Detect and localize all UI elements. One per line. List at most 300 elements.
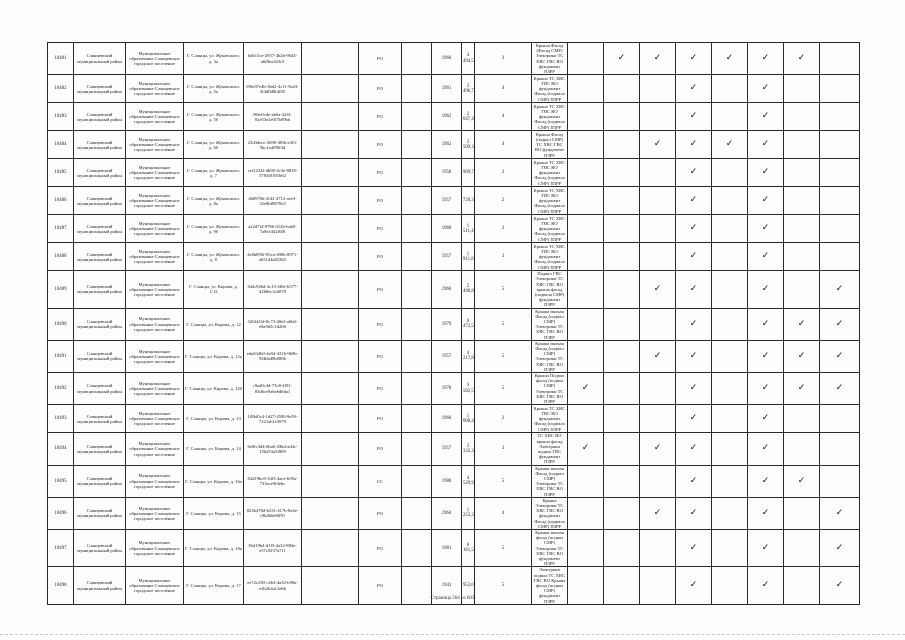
cell-work-check [784, 405, 820, 433]
cell-address: Г. Сланцы, ул. Жуковского, д. 7 [184, 159, 244, 187]
cell-work-check [820, 75, 860, 103]
cell-guid: 1f8bf0c4-1d27-4590-9e59-7221ab1e3979 [244, 405, 302, 433]
cell-works: Крыша мягкая Фасад (подвал СМР) Электрики ТС ХВС ГВС ВО ПЗРР [532, 465, 568, 497]
cell-year: 1980 [432, 465, 462, 497]
cell-empty [302, 405, 359, 433]
check-mark-icon: ✓ [653, 507, 662, 518]
cell-settlement: Муниципальное образование Сланцевское городское поселение [126, 340, 184, 372]
cell-work-check [640, 497, 676, 529]
cell-empty [302, 75, 359, 103]
cell-address: Г. Сланцы, ул. Кирова, д. 17 [184, 567, 244, 604]
check-mark-icon: ✓ [797, 53, 806, 64]
cell-address: Г. Сланцы, ул. Жуковского, д. 3а [184, 43, 244, 75]
cell-work-check [748, 131, 784, 159]
check-mark-icon: ✓ [617, 53, 626, 64]
cell-kind: РО [359, 43, 402, 75]
check-mark-icon: ✓ [761, 383, 770, 394]
cell-work-check [568, 465, 604, 497]
cell-work-check [676, 187, 712, 215]
cell-guid: c9ad0c4d-73c8-4f91-83d6ce9a6e6d6da1 [244, 373, 302, 405]
cell-kind: РО [359, 529, 402, 566]
cell-work-check [676, 103, 712, 131]
cell-district: Сланцевский муниципальный район [74, 131, 126, 159]
cell-kind: РО [359, 308, 402, 340]
cell-works: Крыша ТС ХВС ГВС ВО фундамент Фасад (подвала СМР) ПЗРР [532, 187, 568, 215]
cell-empty [302, 465, 359, 497]
cell-work-check [568, 271, 604, 308]
cell-empty [302, 308, 359, 340]
check-mark-icon: ✓ [835, 318, 844, 329]
cell-work-check [712, 405, 748, 433]
cell-area: 1 511,4 [462, 215, 475, 243]
cell-work-check [676, 405, 712, 433]
cell-work-check [568, 308, 604, 340]
cell-work-check [604, 529, 640, 566]
cell-work-check [748, 497, 784, 529]
cell-floors: 5 [475, 373, 532, 405]
cell-empty [402, 433, 432, 465]
cell-work-check [640, 308, 676, 340]
cell-work-check [640, 103, 676, 131]
cell-work-check [820, 497, 860, 529]
cell-floors: 3 [475, 243, 532, 271]
cell-work-check [604, 187, 640, 215]
cell-address: Г. Сланцы, ул. Кирова, д. 12а [184, 340, 244, 372]
cell-year: 1958 [432, 159, 462, 187]
cell-work-check [820, 465, 860, 497]
cell-work-check [712, 103, 748, 131]
cell-guid: 82d19bc8-34f3-4ace-b95a-733ace9f4ebc [244, 465, 302, 497]
cell-year: 1960 [432, 405, 462, 433]
check-mark-icon: ✓ [835, 507, 844, 518]
check-mark-icon: ✓ [689, 83, 698, 94]
check-mark-icon: ✓ [797, 318, 806, 329]
cell-id: 10492 [48, 373, 74, 405]
cell-works: Крыша Фасад (подвал СМР) ТС ХВС ГВС ВО фундамент ПЗРР [532, 131, 568, 159]
cell-work-check [604, 308, 640, 340]
cell-work-check [748, 75, 784, 103]
cell-empty [402, 529, 432, 566]
check-mark-icon: ✓ [761, 542, 770, 553]
table-row [48, 43, 860, 75]
cell-work-check [820, 43, 860, 75]
cell-address: Г. Сланцы, ул. Жуковского, д. 6б [184, 131, 244, 159]
cell-work-check [640, 529, 676, 566]
cell-district: Сланцевский муниципальный район [74, 271, 126, 308]
cell-district: Сланцевский муниципальный район [74, 497, 126, 529]
check-mark-icon: ✓ [797, 350, 806, 361]
cell-empty [402, 308, 432, 340]
scan-edge-divider [0, 634, 905, 637]
cell-empty [302, 103, 359, 131]
cell-floors: 5 [475, 340, 532, 372]
check-mark-icon: ✓ [653, 53, 662, 64]
check-mark-icon: ✓ [689, 283, 698, 294]
cell-kind: РО [359, 187, 402, 215]
cell-floors: 4 [475, 75, 532, 103]
cell-works: ТС ХВС ВО крыша фасад Электрики подвал ГВС фундамент ПЗРР [532, 433, 568, 465]
cell-work-check [640, 373, 676, 405]
cell-address: Г. Сланцы, ул. Жуковского, д. 9б [184, 215, 244, 243]
cell-work-check [712, 159, 748, 187]
check-mark-icon: ✓ [689, 195, 698, 206]
cell-empty [402, 187, 432, 215]
cell-empty [302, 373, 359, 405]
table-row [48, 131, 860, 159]
cell-kind: РО [359, 373, 402, 405]
cell-work-check [640, 75, 676, 103]
check-mark-icon: ✓ [689, 413, 698, 424]
check-mark-icon: ✓ [761, 223, 770, 234]
cell-work-check [676, 340, 712, 372]
cell-work-check [568, 405, 604, 433]
cell-works: Крыша Электрики ТС ХВС ГВС ВО фундамент Фасад (подвала СМР) ПЗРР [532, 497, 568, 529]
cell-guid: bdb13ce-2957-4b2b-9643-a6f8ea1d3c5 [244, 43, 302, 75]
housing-register-table [47, 42, 860, 605]
table-row [48, 271, 860, 308]
check-mark-icon: ✓ [653, 350, 662, 361]
cell-work-check [712, 187, 748, 215]
cell-kind: СС [359, 465, 402, 497]
check-mark-icon: ✓ [761, 350, 770, 361]
cell-district: Сланцевский муниципальный район [74, 103, 126, 131]
cell-work-check [784, 529, 820, 566]
cell-work-check [820, 529, 860, 566]
cell-area: 953,0 [462, 567, 475, 604]
cell-settlement: Муниципальное образование Сланцевское городское поселение [126, 215, 184, 243]
cell-empty [302, 529, 359, 566]
cell-empty [402, 75, 432, 103]
cell-work-check [568, 187, 604, 215]
cell-work-check [748, 215, 784, 243]
cell-kind: РО [359, 433, 402, 465]
cell-empty [402, 373, 432, 405]
check-mark-icon: ✓ [761, 413, 770, 424]
check-mark-icon: ✓ [797, 475, 806, 486]
cell-work-check [568, 243, 604, 271]
cell-floors: 4 [475, 497, 532, 529]
cell-work-check [820, 243, 860, 271]
cell-work-check [712, 465, 748, 497]
cell-works: Крыша мягкая Фасад (подвал СМР) Электрики ТС ХВС ГВС ВО ПЗРР [532, 340, 568, 372]
check-mark-icon: ✓ [835, 383, 844, 394]
cell-work-check [748, 340, 784, 372]
cell-empty [302, 340, 359, 372]
cell-work-check [712, 243, 748, 271]
cell-work-check [604, 373, 640, 405]
cell-id: 10494 [48, 433, 74, 465]
cell-floors: 2 [475, 187, 532, 215]
cell-works: Крыша ТС ХВС ГВС ВО фундамент Фасад (подвала СМР) ПЗРР [532, 75, 568, 103]
cell-work-check [604, 159, 640, 187]
cell-work-check [604, 131, 640, 159]
table-row [48, 465, 860, 497]
cell-settlement: Муниципальное образование Сланцевское городское поселение [126, 373, 184, 405]
cell-work-check [820, 131, 860, 159]
cell-work-check [712, 497, 748, 529]
cell-year: 1960 [432, 43, 462, 75]
cell-empty [302, 187, 359, 215]
check-mark-icon: ✓ [689, 251, 698, 262]
check-mark-icon: ✓ [835, 283, 844, 294]
cell-work-check [676, 243, 712, 271]
cell-year: 1957 [432, 243, 462, 271]
cell-settlement: Муниципальное образование Сланцевское городское поселение [126, 529, 184, 566]
cell-settlement: Муниципальное образование Сланцевское городское поселение [126, 103, 184, 131]
cell-work-check [676, 43, 712, 75]
cell-work-check [676, 215, 712, 243]
cell-work-check [604, 215, 640, 243]
cell-kind: РО [359, 131, 402, 159]
cell-work-check [568, 373, 604, 405]
check-mark-icon: ✓ [761, 53, 770, 64]
cell-empty [302, 271, 359, 308]
cell-work-check [568, 103, 604, 131]
cell-year: 1978 [432, 373, 462, 405]
cell-work-check [748, 373, 784, 405]
table-row [48, 433, 860, 465]
check-mark-icon: ✓ [725, 53, 734, 64]
cell-area: 1 008,4 [462, 405, 475, 433]
check-mark-icon: ✓ [761, 580, 770, 591]
cell-work-check [676, 271, 712, 308]
cell-work-check [604, 271, 640, 308]
cell-year: 1957 [432, 340, 462, 372]
cell-guid: 3d4c926d-2c13-4f0e-b577-42b8ec3c6078 [244, 271, 302, 308]
cell-address: Г. Сланцы, ул. Кирова, д. 18а [184, 529, 244, 566]
cell-work-check [568, 497, 604, 529]
cell-district: Сланцевский муниципальный район [74, 243, 126, 271]
cell-empty [402, 103, 432, 131]
cell-district: Сланцевский муниципальный район [74, 433, 126, 465]
table-row [48, 529, 860, 566]
cell-area: 6 472,5 [462, 308, 475, 340]
cell-work-check [568, 131, 604, 159]
table-row [48, 308, 860, 340]
cell-empty [402, 131, 432, 159]
cell-work-check [640, 215, 676, 243]
cell-address: Г. Сланцы, ул. Жуковского, д. 5б [184, 103, 244, 131]
cell-work-check [784, 340, 820, 372]
cell-work-check [604, 340, 640, 372]
cell-works: Крыша мягкая фасад (подвал СМР) Электрики ТС ХВС ГВС ВО фундамент ПЗРР [532, 529, 568, 566]
cell-id: 10489 [48, 271, 74, 308]
cell-work-check [820, 103, 860, 131]
cell-work-check [676, 433, 712, 465]
cell-floors: 4 [475, 103, 532, 131]
cell-district: Сланцевский муниципальный район [74, 567, 126, 604]
cell-works: Крыша ТС ХВС ГВС ВО фундамент Фасад (подвала СМР) ПЗРР [532, 215, 568, 243]
cell-area: 3 509,3 [462, 131, 475, 159]
check-mark-icon: ✓ [835, 542, 844, 553]
cell-year: 1961 [432, 75, 462, 103]
cell-address: Г. Сланцы, ул. Кирова, д. 13 [184, 405, 244, 433]
cell-work-check [748, 103, 784, 131]
cell-id: 10490 [48, 308, 74, 340]
check-mark-icon: ✓ [761, 443, 770, 454]
cell-work-check [712, 271, 748, 308]
table-row [48, 497, 860, 529]
cell-work-check [640, 433, 676, 465]
cell-work-check [568, 43, 604, 75]
cell-works: Крыша ТС ХВС ГВС ВО фундамент Фасад (подвала СМР) ПЗРР [532, 159, 568, 187]
cell-guid: 326f4f1d-8c73-40e2-a6b6-e8a5b5c1d266 [244, 308, 302, 340]
cell-guid: 4b8970d-2f42-4712-aee3-32e0bf8870e3 [244, 187, 302, 215]
cell-address: Г. Сланцы, ул. Жуковского, д. 8 [184, 243, 244, 271]
cell-work-check [712, 308, 748, 340]
cell-year: 1979 [432, 308, 462, 340]
cell-kind: РО [359, 405, 402, 433]
check-mark-icon: ✓ [689, 350, 698, 361]
cell-work-check [640, 159, 676, 187]
cell-year: 1962 [432, 131, 462, 159]
table-row [48, 340, 860, 372]
cell-guid: 4e6b895f-85ca-490b-8971-a631d4a82365 [244, 243, 302, 271]
cell-district: Сланцевский муниципальный район [74, 187, 126, 215]
check-mark-icon: ✓ [653, 139, 662, 150]
cell-year: 1960 [432, 215, 462, 243]
cell-district: Сланцевский муниципальный район [74, 465, 126, 497]
cell-work-check [820, 405, 860, 433]
check-mark-icon: ✓ [761, 195, 770, 206]
check-mark-icon: ✓ [761, 318, 770, 329]
cell-id: 10491 [48, 340, 74, 372]
check-mark-icon: ✓ [581, 383, 590, 394]
cell-district: Сланцевский муниципальный район [74, 405, 126, 433]
check-mark-icon: ✓ [761, 475, 770, 486]
cell-guid: eda634b0-4a94-4316-9b9b-9f4b6d8b080b [244, 340, 302, 372]
cell-settlement: Муниципальное образование Сланцевское городское поселение [126, 243, 184, 271]
cell-work-check [676, 529, 712, 566]
cell-district: Сланцевский муниципальный район [74, 75, 126, 103]
cell-id: 10493 [48, 405, 74, 433]
check-mark-icon: ✓ [797, 383, 806, 394]
cell-floors: 5 [475, 308, 532, 340]
cell-work-check [640, 340, 676, 372]
cell-work-check [748, 405, 784, 433]
cell-work-check [676, 373, 712, 405]
cell-settlement: Муниципальное образование Сланцевское городское поселение [126, 271, 184, 308]
cell-empty [402, 497, 432, 529]
cell-id: 10485 [48, 159, 74, 187]
cell-work-check [784, 103, 820, 131]
cell-work-check [712, 215, 748, 243]
cell-area: 4 529,9 [462, 465, 475, 497]
cell-empty [402, 243, 432, 271]
cell-guid: a22d7f4-9786-412b-bab0-7a8e1d42f6f8 [244, 215, 302, 243]
cell-works: Крыша ТС ХВС ГВС ВО фундамент Фасад (подвала СМР) ПЗРР [532, 103, 568, 131]
cell-settlement: Муниципальное образование Сланцевское городское поселение [126, 308, 184, 340]
check-mark-icon: ✓ [689, 475, 698, 486]
cell-empty [402, 215, 432, 243]
cell-work-check [676, 75, 712, 103]
cell-works: Крыша Подвал фасад (подвал СМР) Электрики ТС ХВС ГВС ВО ПЗРР [532, 373, 568, 405]
cell-work-check [640, 187, 676, 215]
check-mark-icon: ✓ [725, 139, 734, 150]
cell-work-check [640, 271, 676, 308]
cell-empty [402, 340, 432, 372]
cell-work-check [784, 497, 820, 529]
cell-guid: 6e8fc3d4-6ba6-43bd-ad4c-15b253a5f809 [244, 433, 302, 465]
cell-work-check [640, 465, 676, 497]
check-mark-icon: ✓ [689, 507, 698, 518]
cell-work-check [748, 529, 784, 566]
cell-id: 10487 [48, 215, 74, 243]
check-mark-icon: ✓ [761, 251, 770, 262]
cell-works: Крыша ТС ХВС ГВС ВО фундамент Фасад (подвала СМР) ПЗРР [532, 243, 568, 271]
cell-district: Сланцевский муниципальный район [74, 529, 126, 566]
cell-area: 969,7 [462, 159, 475, 187]
cell-work-check [712, 75, 748, 103]
cell-address: Г. Сланцы, ул. Жуковского, д. 8а [184, 187, 244, 215]
cell-id: 10488 [48, 243, 74, 271]
cell-work-check [820, 308, 860, 340]
cell-work-check [640, 405, 676, 433]
cell-id: 10482 [48, 75, 74, 103]
cell-kind: РО [359, 103, 402, 131]
check-mark-icon: ✓ [835, 350, 844, 361]
cell-work-check [676, 308, 712, 340]
cell-work-check [820, 159, 860, 187]
cell-work-check [784, 75, 820, 103]
cell-floors: 4 [475, 131, 532, 159]
cell-year: 1964 [432, 497, 462, 529]
table-row [48, 215, 860, 243]
cell-year: 1941 [432, 567, 462, 604]
table-row [48, 75, 860, 103]
check-mark-icon: ✓ [835, 580, 844, 591]
cell-guid: 69fe07e4b-3bd2-4c11-9a43-3f4d0d8f4f85 [244, 75, 302, 103]
cell-work-check [748, 243, 784, 271]
cell-work-check [712, 43, 748, 75]
cell-work-check [640, 243, 676, 271]
cell-floors: 5 [475, 271, 532, 308]
cell-district: Сланцевский муниципальный район [74, 340, 126, 372]
cell-work-check [568, 159, 604, 187]
cell-settlement: Муниципальное образование Сланцевское городское поселение [126, 497, 184, 529]
cell-area: 1 252,2 [462, 497, 475, 529]
cell-empty [302, 433, 359, 465]
cell-floors: 3 [475, 43, 532, 75]
cell-work-check [568, 529, 604, 566]
cell-empty [302, 497, 359, 529]
cell-area: 3 582,5 [462, 373, 475, 405]
cell-works: Подвал ГВС Электрики ТС ХВС ГВС ВО крыша фасад (подвала СМР) фундамент ПЗРР [532, 271, 568, 308]
table-row [48, 405, 860, 433]
cell-work-check [676, 131, 712, 159]
cell-id: 10497 [48, 529, 74, 566]
cell-work-check [604, 43, 640, 75]
cell-work-check [604, 405, 640, 433]
cell-works: Крыша ТС ХВС ГВС ВО фундамент Фасад (подвала СМР) ПЗРР [532, 405, 568, 433]
cell-work-check [676, 497, 712, 529]
check-mark-icon: ✓ [689, 318, 698, 329]
cell-work-check [604, 497, 640, 529]
cell-floors: 5 [475, 529, 532, 566]
cell-work-check [712, 373, 748, 405]
check-mark-icon: ✓ [761, 507, 770, 518]
cell-kind: РО [359, 215, 402, 243]
table-body [48, 43, 860, 605]
cell-work-check [784, 243, 820, 271]
cell-work-check [820, 187, 860, 215]
check-mark-icon: ✓ [689, 223, 698, 234]
cell-id: 10481 [48, 43, 74, 75]
cell-work-check [784, 308, 820, 340]
cell-address: Г. Сланцы, ул. Кирова, д. 16а [184, 465, 244, 497]
cell-id: 10496 [48, 497, 74, 529]
cell-work-check [748, 465, 784, 497]
